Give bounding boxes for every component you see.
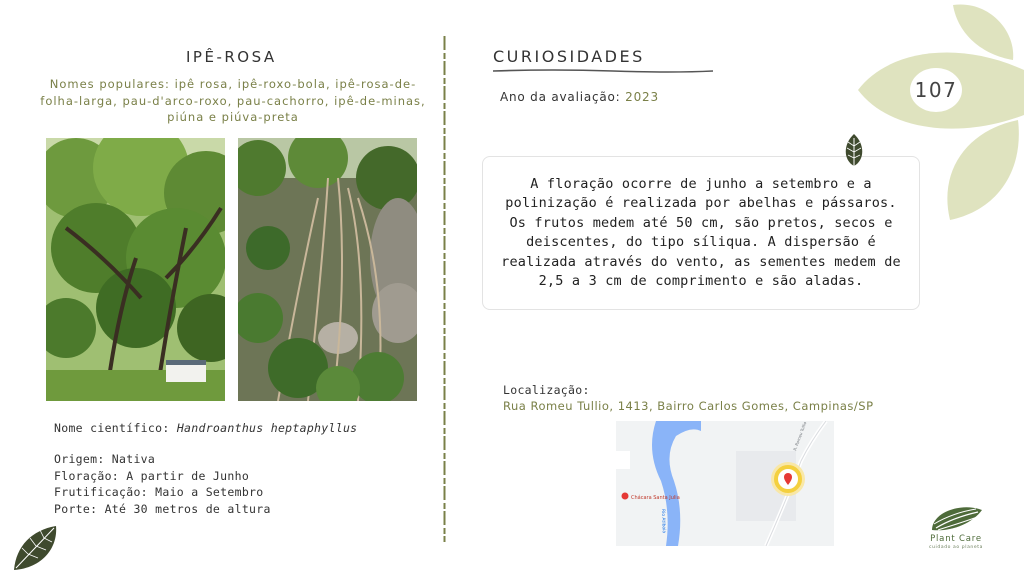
scientific-name: Handroanthus heptaphyllus — [176, 421, 358, 435]
curiosities-title: CURIOSIDADES — [493, 47, 645, 66]
popular-names: Nomes populares: ipê rosa, ipê-roxo-bola, ipê-rosa-de-folha-larga, pau-d'arco-roxo, pau-cachorro, ipê-de-minas, piúna e piúva-preta — [40, 77, 426, 124]
location-label: Localização: — [503, 383, 590, 397]
fruiting-line: Frutificação: Maio a Setembro — [54, 485, 264, 499]
size-line: Porte: Até 30 metros de altura — [54, 501, 271, 516]
location-map[interactable] — [616, 421, 834, 546]
column-divider — [443, 36, 446, 542]
species-title: IPÊ-ROSA — [186, 48, 277, 66]
scientific-name-label: Nome científico: — [54, 421, 170, 435]
leaf-icon — [10, 524, 60, 572]
flowering-line: Floração: A partir de Junho — [54, 468, 250, 483]
brand-name: Plant Care — [930, 534, 982, 544]
curiosities-text: A floração ocorre de junho a setembro e a polinização é realizada por abelhas e pássaros. Os frutos medem até 50 cm, são pretos, secos e deiscentes, do tipo síliqua. A dispersão é realizada através do vento, as sementes medem de 2,5 a 3 cm de comprimento e são aladas. — [501, 175, 901, 289]
scientific-name-line — [54, 421, 357, 435]
brand-tagline: cuidado ao planeta — [929, 545, 983, 550]
curiosities-card — [482, 156, 920, 310]
evaluation-year — [500, 90, 659, 104]
decorative-leaves — [858, 0, 1024, 225]
evaluation-year-label: Ano da avaliação: — [500, 90, 621, 104]
origin-line: Origem: Nativa — [54, 452, 156, 466]
map-poi-label: Chácara Santa Julia — [631, 495, 680, 501]
location-address: Rua Romeu Tullio, 1413, Bairro Carlos Gomes, Campinas/SP — [503, 399, 874, 413]
map-river-label: Rio Atibaia — [660, 508, 666, 534]
species-number-badge: 107 — [910, 68, 962, 112]
species-facts — [54, 451, 271, 517]
map-street-label: R. Romeu Tullio — [792, 421, 808, 452]
location-dot-icon — [622, 493, 629, 500]
title-underline — [493, 68, 713, 74]
tree-canopy-photo — [46, 138, 225, 401]
evaluation-year-value: 2023 — [625, 90, 659, 104]
tree-roots-photo — [238, 138, 417, 401]
